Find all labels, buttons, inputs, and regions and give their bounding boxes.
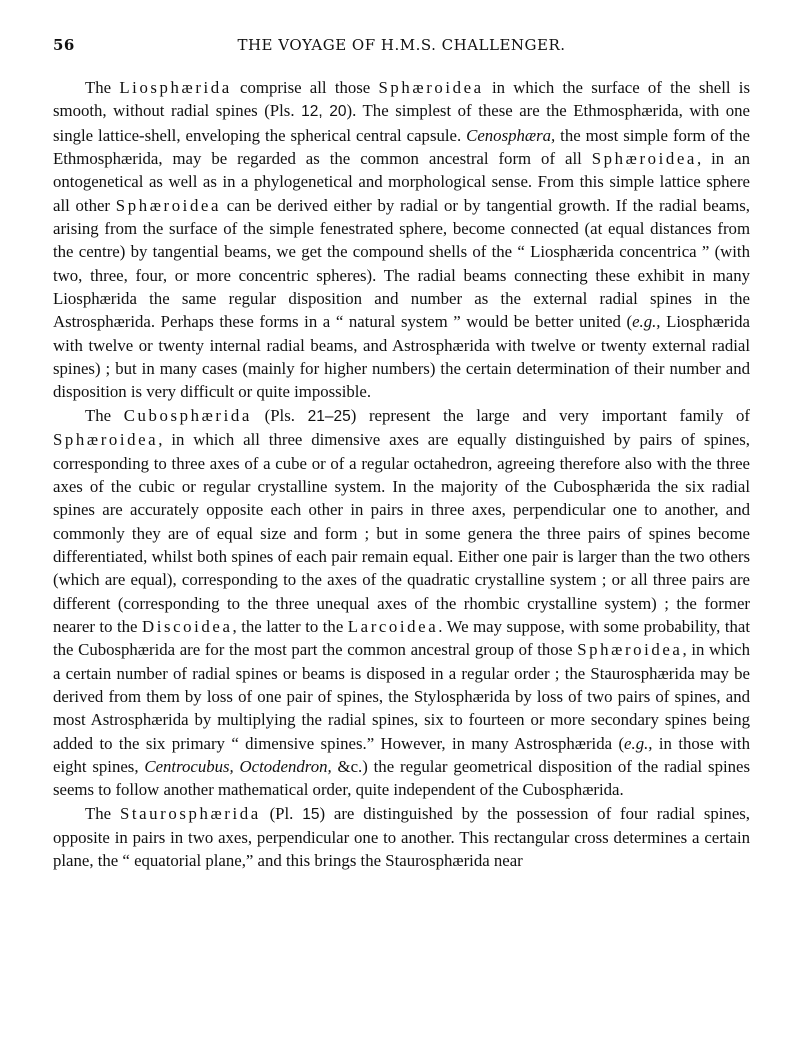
paragraph <box>53 802 750 873</box>
text-run: The <box>85 803 120 823</box>
text-run: ). The simplest of these are the Ethmosphærida, with one single lattice-shell, enveloping the spherical central capsule. <box>53 101 750 145</box>
text-run: The <box>85 405 124 425</box>
text-run: comprise all those <box>231 78 379 97</box>
text-run: Liosphærida with twelve or twenty internal radial beams, and Astrosphærida with twelve or twenty external radial spines) ; but in many cases (mainly for higher numbers) the certain determination of their number and disposition is very difficult or quite impossible. <box>53 312 750 402</box>
body-text <box>53 76 750 873</box>
text-run: , the latter to the <box>232 616 348 636</box>
text-run: in those with eight spines, <box>53 733 750 776</box>
taxon-name: Sphæroidea <box>591 149 697 169</box>
taxon-name: Sphæroidea <box>115 195 222 215</box>
text-run: ) are distinguished by the possession of four radial spines, opposite in pairs in two axes, perpendicular one to another. This rectangular cross determines a certain plane, the “ equatorial plane,” and this brings the Staurosphærida near <box>53 803 750 871</box>
taxon-name: Staurosphærida <box>119 803 261 823</box>
taxon-name: Liosphærida <box>119 78 232 97</box>
paragraph <box>53 76 750 404</box>
text-run: in which the surface of the shell is smooth, without radial spines (Pls. <box>53 78 750 121</box>
text-run: . We may suppose, with some probability, that the Cubosphærida are for the most part the common ancestral group of those <box>53 616 751 660</box>
text-run: , in which all three dimensive axes are equally distinguished by pairs of spines, corresponding to three axes of a cube or of a regular octahedron, agreeing therefore also with the three axes of the cubic or regular crystalline system. In the majority of the Cubosphærida the six radial spines are accurately opposite each other in pairs in three axes, perpendicular one to another, and commonly they are of equal size and form ; but in some genera the three pairs of spines become differentiated, whilst both spines of each pair remain equal. Either one pair is larger than the two others (which are equal), corresponding to the axes of the quadratic crystalline system ; or all three pairs are different (corresponding to the three unequal axes of the rhombic crystalline system) ; the former nearer to the <box>53 430 750 636</box>
paragraph <box>53 404 750 802</box>
plate-reference: 12, 20 <box>301 103 347 121</box>
taxon-name: Cubosphærida <box>123 405 252 425</box>
taxon-name: Sphæroidea <box>577 640 683 660</box>
taxon-name: Larcoidea <box>347 616 439 636</box>
text-run: , in an ontogenetical as well as in a phylogenetical and morphological sense. From this simple lattice sphere all other <box>53 149 750 215</box>
taxon-name: Sphæroidea <box>53 430 159 450</box>
text-run: (Pls. <box>251 405 308 425</box>
text-run: ) represent the large and very important family of <box>350 405 750 425</box>
text-run: can be derived either by radial or by tangential growth. If the radial beams, arising from the surface of the simple fenestrated sphere, become connected (at equal distances from the centre) by tangential beams, we get the compound shells of the “ Liosphærida concentrica ” (with two, three, four, or more concentric spheres). The radial beams connecting these exhibit in many Liosphærida the same regular disposition and number as the external radial spines in the Astrosphærida. Perhaps these forms in a “ natural system ” would be better united ( <box>53 195 750 332</box>
page-number: 56 <box>53 36 75 54</box>
text-run: the most simple form of the Ethmosphærida, may be regarded as the common ancestral form of all <box>53 125 750 169</box>
text-run: The <box>85 78 120 97</box>
italic-text: e.g., <box>632 312 661 332</box>
text-run: &c.) the regular geometrical disposition of the radial spines seems to follow another mathematical order, quite independent of the Cubosphærida. <box>53 756 751 800</box>
running-title: THE VOYAGE OF H.M.S. CHALLENGER. <box>237 36 566 54</box>
plate-reference: 21–25 <box>307 407 351 425</box>
page-header <box>53 36 750 62</box>
text-run: (Pl. <box>260 803 303 823</box>
plate-reference: 15 <box>302 805 320 823</box>
taxon-name: Discoidea <box>142 616 233 636</box>
italic-text: Cenosphæra, <box>466 125 556 145</box>
italic-text: e.g., <box>624 733 653 753</box>
italic-text: Centrocubus, Octodendron, <box>144 756 332 776</box>
taxon-name: Sphæroidea <box>378 78 484 97</box>
text-run: , in which a certain number of radial spines or beams is disposed in a regular order ; the Staurosphærida may be derived from them by loss of one pair of spines, the Stylosphærida by loss of two pairs of spines, and most Astrosphærida by multiplying the radial spines, six to fourteen or more secondary spines being added to the six primary “ dimensive spines.” However, in many Astrosphærida ( <box>53 640 751 753</box>
